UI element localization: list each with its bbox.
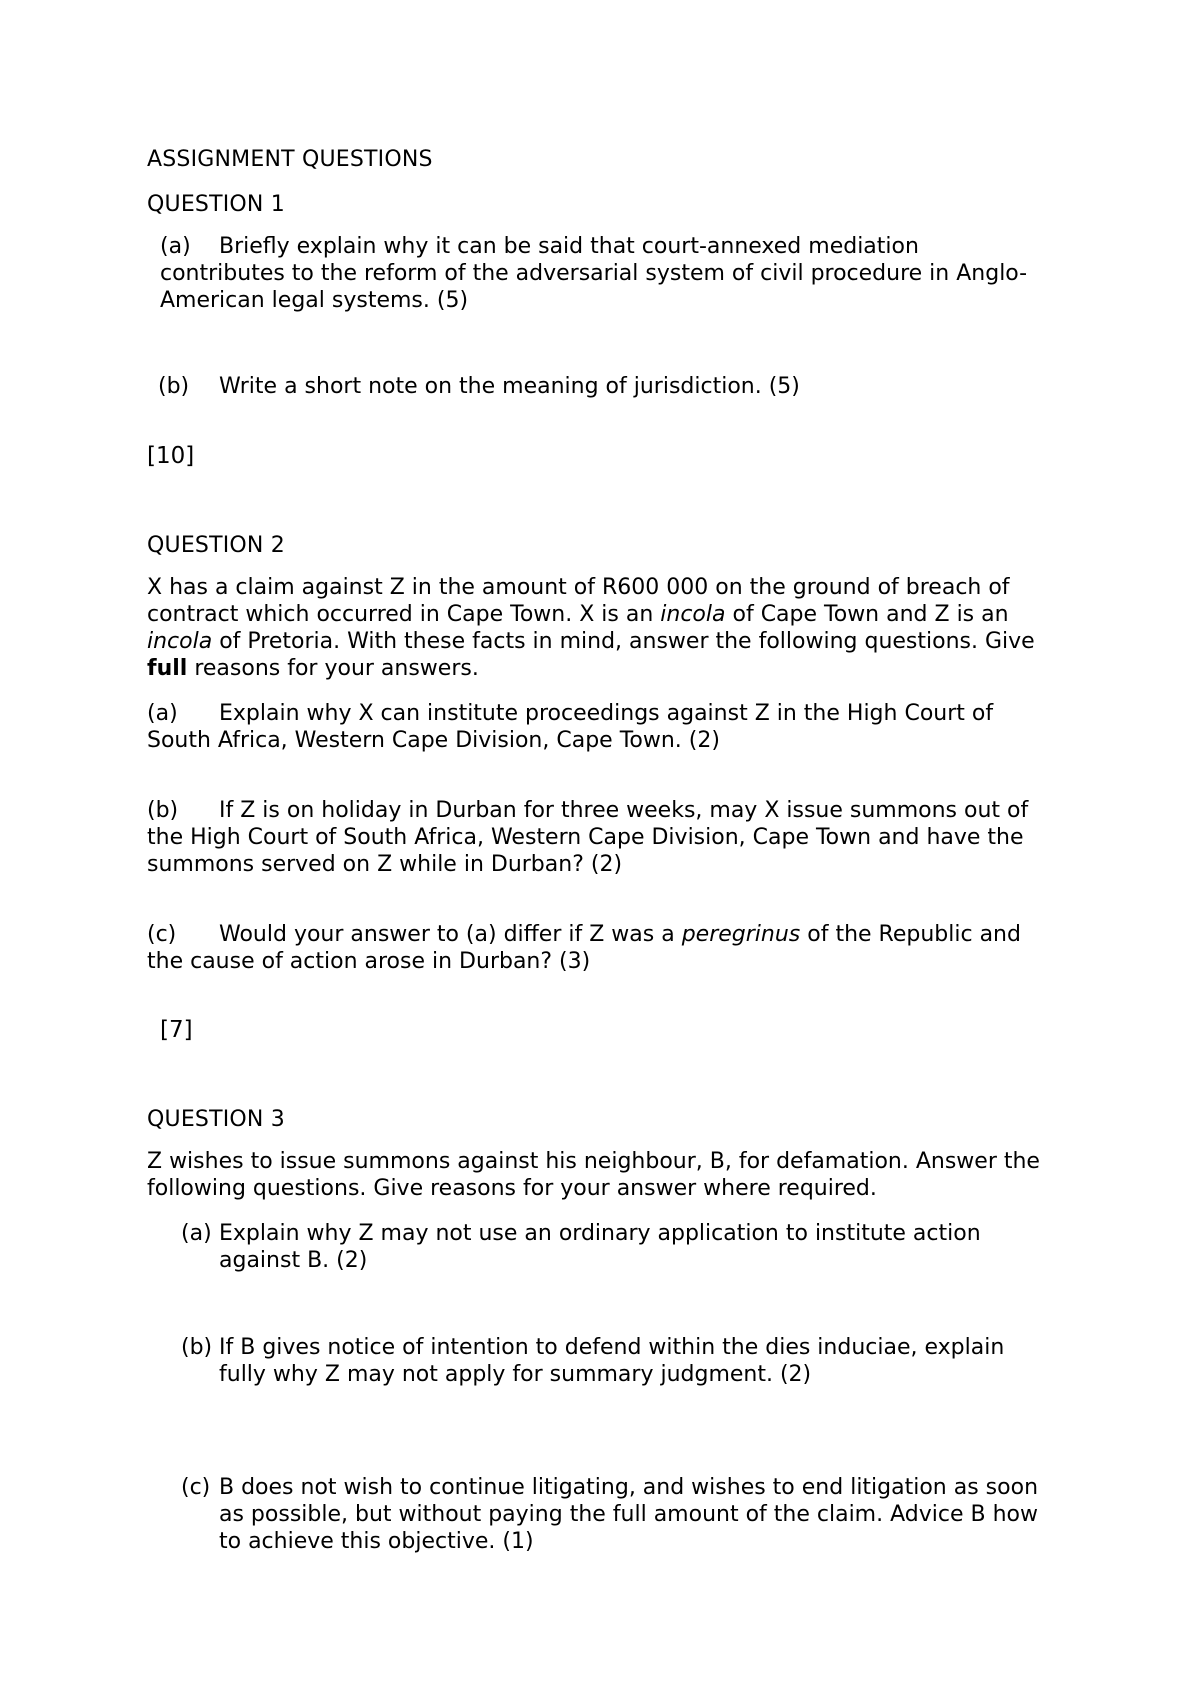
- q1-a-line-1: Briefly explain why it can be said that court-annexed mediation: [219, 234, 919, 259]
- q3-b-line-2: fully why Z may not apply for summary judgment. (2): [219, 1362, 812, 1387]
- q2-a-label: (a): [147, 701, 178, 726]
- q2-a-line-2: South Africa, Western Cape Division, Cape Town. (2): [147, 728, 720, 753]
- q2-b-line-2: the High Court of South Africa, Western Cape Division, Cape Town and have the: [147, 825, 1024, 850]
- q3-a-line-1: Explain why Z may not use an ordinary application to institute action: [219, 1221, 981, 1246]
- q2-a-line-1: Explain why X can institute proceedings against Z in the High Court of: [219, 701, 994, 726]
- q3-c-label: (c): [181, 1475, 211, 1500]
- q3-intro-line-1: Z wishes to issue summons against his neighbour, B, for defamation. Answer the: [147, 1149, 1040, 1174]
- q1-total-marks: [10]: [147, 443, 195, 469]
- q1-a-line-3: American legal systems. (5): [160, 288, 469, 313]
- q1-a-label: (a): [160, 234, 191, 259]
- q1-b-text: Write a short note on the meaning of jurisdiction. (5): [219, 374, 800, 399]
- q2-c-line-1: Would your answer to (a) differ if Z was a peregrinus of the Republic and: [219, 922, 1021, 947]
- q3-c-line-2: as possible, but without paying the full amount of the claim. Advice B how: [219, 1502, 1038, 1527]
- q2-total-marks: [7]: [160, 1017, 193, 1043]
- q1-b-label: (b): [158, 374, 190, 399]
- assignment-title: ASSIGNMENT QUESTIONS: [147, 147, 433, 172]
- q3-c-line-3: to achieve this objective. (1): [219, 1529, 534, 1554]
- question-2-heading: QUESTION 2: [147, 533, 285, 558]
- q3-b-label: (b): [181, 1335, 213, 1360]
- q2-c-label: (c): [147, 922, 177, 947]
- q2-intro-line-3: incola of Pretoria. With these facts in mind, answer the following questions. Give: [147, 629, 1035, 654]
- q2-intro-line-1: X has a claim against Z in the amount of R600 000 on the ground of breach of: [147, 575, 1010, 600]
- q2-b-line-1: If Z is on holiday in Durban for three weeks, may X issue summons out of: [219, 798, 1029, 823]
- q3-a-label: (a): [181, 1221, 212, 1246]
- q3-a-line-2: against B. (2): [219, 1248, 368, 1273]
- q1-a-line-2: contributes to the reform of the adversarial system of civil procedure in Anglo-: [160, 261, 1028, 286]
- question-3-heading: QUESTION 3: [147, 1107, 285, 1132]
- q3-intro-line-2: following questions. Give reasons for your answer where required.: [147, 1176, 877, 1201]
- q2-intro-line-2: contract which occurred in Cape Town. X is an incola of Cape Town and Z is an: [147, 602, 1009, 627]
- q3-c-line-1: B does not wish to continue litigating, and wishes to end litigation as soon: [219, 1475, 1039, 1500]
- q2-b-label: (b): [147, 798, 179, 823]
- q2-intro-line-4: full reasons for your answers.: [147, 656, 479, 681]
- question-1-heading: QUESTION 1: [147, 192, 285, 217]
- q3-b-line-1: If B gives notice of intention to defend within the dies induciae, explain: [219, 1335, 1005, 1360]
- q2-b-line-3: summons served on Z while in Durban? (2): [147, 852, 623, 877]
- q2-c-line-2: the cause of action arose in Durban? (3): [147, 949, 591, 974]
